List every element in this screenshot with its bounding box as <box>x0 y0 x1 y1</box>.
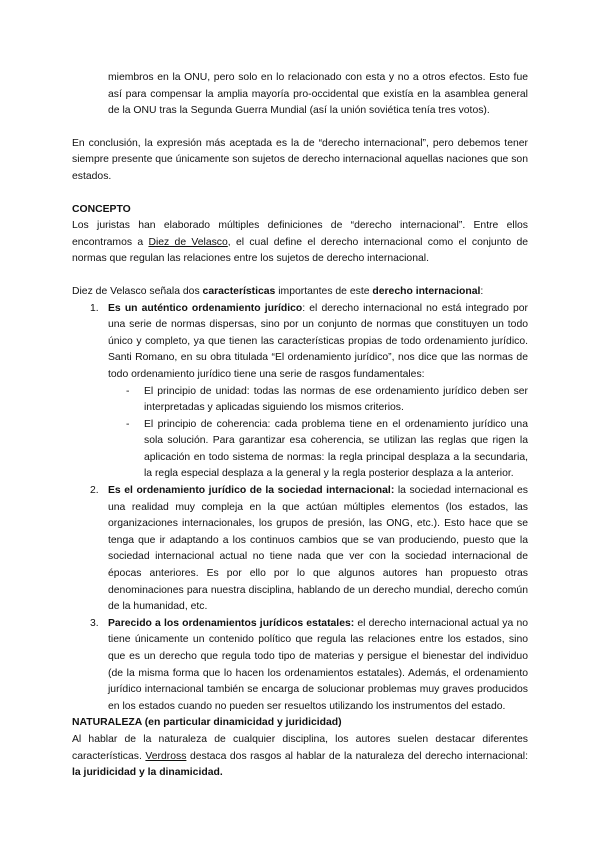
item-body: : el derecho internacional no está integrado por una serie de normas dispersas, sino por un conjunto de normas que constituyen un todo único y completo, ya que tienen las características propias de todo ordenamiento jurídico. Santi Romano, en su obra titulada “El ordenamiento jurídico”, nos dice que las normas de todo ordenamiento jurídico tiene una serie de rasgos fundamentales: <box>108 302 528 380</box>
sub-list-item <box>108 384 528 417</box>
diez-de-velasco-link[interactable]: Diez de Velasco <box>148 236 228 248</box>
lead-colon: : <box>480 285 484 297</box>
item-body: la sociedad internacional es una realidad muy compleja en la que actúan múltiples elementos (los estados, las organizaciones internacionales, los grupos de presión, las ONG, etc.). Esto hace que se tenga que ir adaptando a los continuos cambios que se van produciendo, puesto que la sociedad internacional actual no tiene nada que ver con la sociedad internacional de épocas anteriores. Es por ello por lo que algunos autores han propuesto otras denominaciones para nuestra disciplina, hablando de un derecho mundial, derecho común de la humanidad, etc. <box>108 485 528 613</box>
caracteristicas-list <box>72 301 528 716</box>
concepto-intro-a: Los juristas han elaborado múltiples definiciones de “derecho internacional”. Entre ellos encontramos a <box>72 220 528 248</box>
lead-bold-caracteristicas: características <box>202 285 276 297</box>
concepto-heading: CONCEPTO <box>72 203 131 215</box>
lead-text-c: importantes de este <box>275 285 373 297</box>
sub-item-text: El principio de unidad: todas las normas de ese ordenamiento jurídico deben ser interpretadas y aplicadas siguiendo los mismos criterios. <box>144 385 528 414</box>
dash-marker: - <box>126 385 130 397</box>
lead-bold-derecho: derecho internacional <box>372 285 481 297</box>
list-item-1 <box>72 301 528 484</box>
list-item-2 <box>72 483 528 616</box>
item-body: el derecho internacional actual ya no tiene únicamente un contenido político que regula las relaciones entre los estados, sino que es un derecho que regula todo tipo de materias y persigue el bienestar del individuo (de la misma forma que lo hacen los ordenamientos estatales). Además, el ordenamiento jurídico internacional también se encarga de solucionar problemas muy graves producidos en los estados cuando no pueden ser resueltos utilizando los instrumentos del estado. <box>108 617 528 712</box>
concepto-paragraph <box>72 218 528 268</box>
item-title: Parecido a los ordenamientos jurídicos estatales: <box>108 617 355 629</box>
list-number: 3. <box>90 617 99 629</box>
sub-item-text: El principio de coherencia: cada problema tiene en el ordenamiento jurídico una sola solución. Para garantizar esa coherencia, se utilizan las reglas que rigen la aplicación en todo sistema de normas: la regla principal desplaza a la secundaria, la regla especial desplaza a la general y la regla posterior desplaza a la anterior. <box>144 418 528 480</box>
continuation-paragraph: miembros en la ONU, pero solo en lo relacionado con esta y no a otros efectos. Esto fue así para compensar la amplia mayoría pro-occidental que existía en la asamblea general de la ONU tras la Segunda Guerra Mundial (así la unión soviética tenía tres votos). <box>108 72 528 117</box>
caracteristicas-lead <box>72 284 528 301</box>
lead-text-a: Diez de Velasco señala dos <box>72 285 203 297</box>
sub-list <box>108 384 528 484</box>
dash-marker: - <box>126 418 130 430</box>
list-number: 2. <box>90 485 99 497</box>
list-number: 1. <box>90 302 99 314</box>
item-title: Es un auténtico ordenamiento jurídico <box>108 302 303 314</box>
document-page <box>72 70 528 782</box>
sub-list-item <box>108 417 528 483</box>
concepto-intro-b: , el cual define el derecho internacional como el conjunto de normas que regulan las relaciones entre los sujetos de derecho internacional. <box>72 236 529 265</box>
list-item-text <box>108 301 528 384</box>
verdross-link[interactable]: Verdross <box>145 750 187 762</box>
naturaleza-paragraph <box>72 732 528 782</box>
list-item-text <box>108 483 528 616</box>
conclusion-paragraph: En conclusión, la expresión más aceptada es la de “derecho internacional”, pero debemos tener siempre presente que únicamente son sujetos de derecho internacional aquellas naciones que son estados. <box>72 137 528 182</box>
naturaleza-bold-end: la juridicidad y la dinamicidad. <box>72 767 223 779</box>
naturaleza-text-a: Al hablar de la naturaleza de cualquier disciplina, los autores suelen destacar diferentes características. <box>72 733 528 762</box>
list-item-text <box>108 616 528 716</box>
list-item-3 <box>72 616 528 716</box>
naturaleza-heading: NATURALEZA (en particular dinamicidad y juridicidad) <box>72 717 342 729</box>
naturaleza-text-b: destaca dos rasgos al hablar de la naturaleza del derecho internacional: <box>186 750 528 762</box>
item-title: Es el ordenamiento jurídico de la sociedad internacional: <box>108 485 395 497</box>
